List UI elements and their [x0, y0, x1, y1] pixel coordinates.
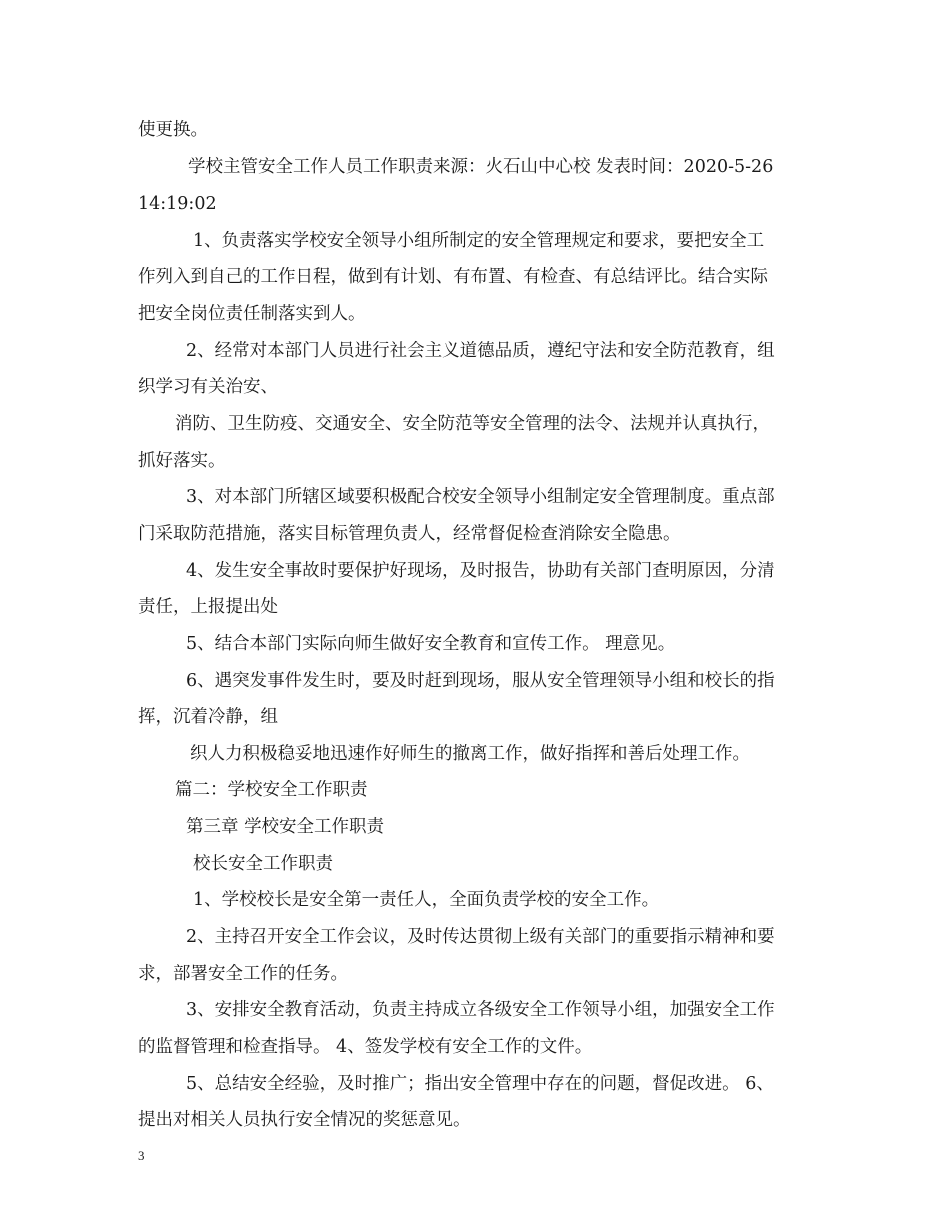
text-line: 2、主持召开安全工作会议，及时传达贯彻上级有关部门的重要指示精神和要: [186, 927, 775, 947]
text-line: 3、安排安全教育活动，负责主持成立各级安全工作领导小组，加强安全工作: [186, 1000, 775, 1020]
text-line: 的监督管理和检查指导。 4、签发学校有安全工作的文件。: [138, 1037, 593, 1057]
page-number: 3: [138, 1148, 145, 1163]
text-line: 使更换。: [138, 120, 208, 140]
text-line: 织人力积极稳妥地迅速作好师生的撤离工作，做好指挥和善后处理工作。: [190, 744, 750, 764]
subsection-heading: 校长安全工作职责: [193, 854, 333, 874]
text-line: 14:19:02: [138, 194, 217, 214]
text-line: 责任，上报提出处: [138, 597, 278, 617]
text-line: 3、对本部门所辖区域要积极配合校安全领导小组制定安全管理制度。重点部: [186, 487, 775, 507]
chapter-heading: 第三章 学校安全工作职责: [186, 817, 385, 837]
text-line: 2、经常对本部门人员进行社会主义道德品质，遵纪守法和安全防范教育，组: [186, 341, 775, 361]
text-line: 1、负责落实学校安全领导小组所制定的安全管理规定和要求，要把安全工: [193, 231, 765, 251]
text-line: 求，部署安全工作的任务。: [138, 964, 348, 984]
text-line: 把安全岗位责任制落实到人。: [138, 304, 366, 324]
text-line: 织学习有关治安、: [138, 377, 278, 397]
text-line: 门采取防范措施，落实目标管理负责人，经常督促检查消除安全隐患。: [138, 524, 681, 544]
text-line: 学校主管安全工作人员工作职责来源：火石山中心校 发表时间：2020-5-26: [188, 157, 774, 177]
text-line: 挥，沉着冷静，组: [138, 707, 278, 727]
text-line: 消防、卫生防疫、交通安全、安全防范等安全管理的法令、法规并认真执行，: [175, 414, 770, 434]
text-line: 4、发生安全事故时要保护好现场，及时报告，协助有关部门查明原因，分清: [186, 561, 775, 581]
text-line: 5、结合本部门实际向师生做好安全教育和宣传工作。 理意见。: [186, 634, 676, 654]
text-line: 5、总结安全经验，及时推广；指出安全管理中存在的问题，督促改进。 6、: [186, 1074, 774, 1094]
section-heading: 篇二：学校安全工作职责: [175, 780, 368, 800]
text-line: 抓好落实。: [138, 451, 226, 471]
text-line: 提出对相关人员执行安全情况的奖惩意见。: [138, 1110, 471, 1130]
text-line: 6、遇突发事件发生时，要及时赶到现场，服从安全管理领导小组和校长的指: [186, 671, 775, 691]
text-line: 1、学校校长是安全第一责任人，全面负责学校的安全工作。: [193, 890, 660, 910]
text-line: 作列入到自己的工作日程，做到有计划、有布置、有检查、有总结评比。结合实际: [138, 267, 768, 287]
